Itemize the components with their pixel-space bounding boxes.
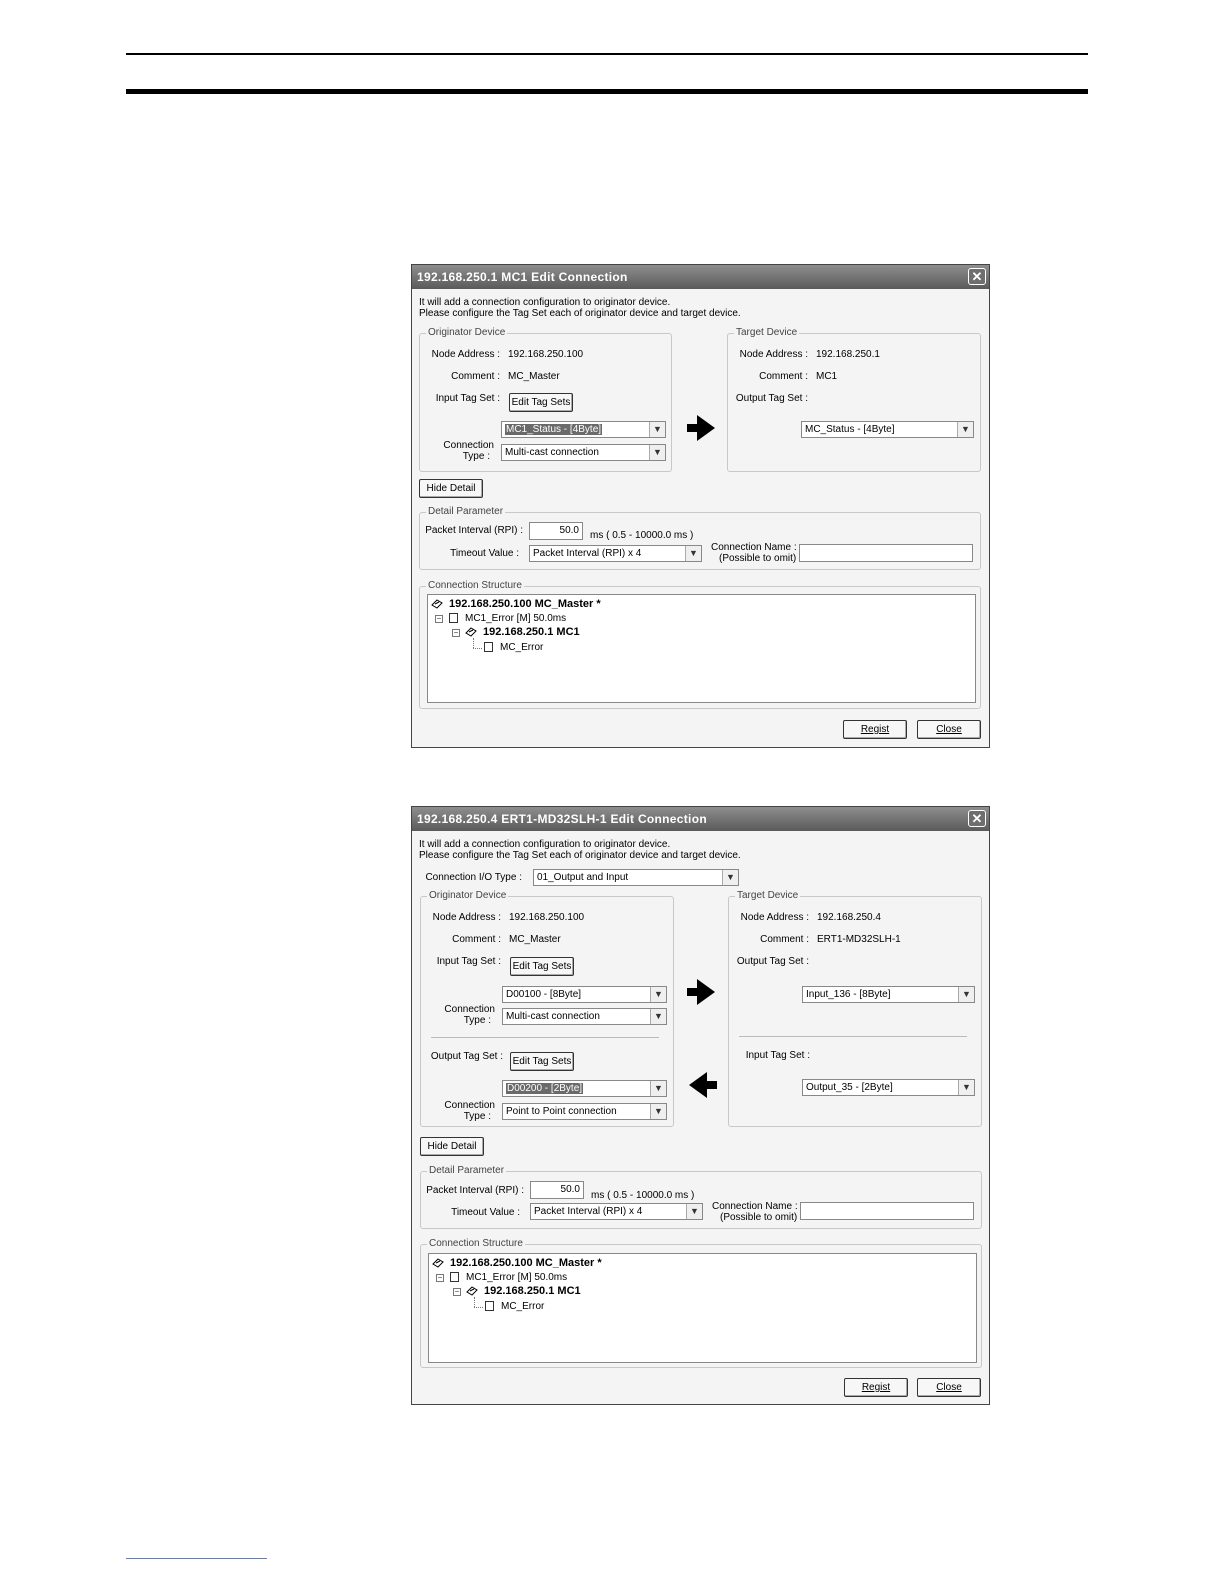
- node-address-value: 192.168.250.100: [508, 349, 584, 360]
- tree-root[interactable]: 192.168.250.100 MC_Master *: [450, 1257, 602, 1269]
- edit-connection-dialog-1: [411, 264, 990, 748]
- connection-type-label-1: Connection: [444, 1100, 495, 1111]
- connection-structure-group: [419, 580, 981, 709]
- tree-root[interactable]: 192.168.250.100 MC_Master *: [449, 598, 601, 610]
- arrow-right-icon: [684, 413, 718, 443]
- intro-text-2: Please configure the Tag Set each of originator device and target device.: [419, 850, 741, 861]
- header-rule-thin: [126, 53, 1088, 55]
- device-icon: [431, 599, 443, 609]
- chevron-down-icon: ▼: [958, 987, 974, 1002]
- chevron-down-icon: ▼: [722, 870, 738, 885]
- collapse-icon[interactable]: −: [437, 1273, 443, 1282]
- target-separator: [739, 1036, 967, 1037]
- tag-icon: [485, 1301, 494, 1311]
- tree-leaf[interactable]: MC_Error: [501, 1301, 545, 1312]
- comment-label: Comment :: [759, 371, 808, 382]
- target-device-group: [728, 890, 982, 1127]
- connection-type-select-1[interactable]: Multi-cast connection ▼: [502, 1008, 667, 1025]
- edit-connection-dialog-2: [411, 806, 990, 1405]
- node-address-label: Node Address :: [740, 912, 809, 923]
- device-icon: [465, 627, 477, 637]
- header-rule-thick: [126, 89, 1088, 94]
- io-type-label: Connection I/O Type :: [425, 872, 522, 883]
- output-tag-set-select[interactable]: Input_136 - [8Byte] ▼: [802, 986, 975, 1003]
- tree-tag[interactable]: MC1_Error [M] 50.0ms: [466, 1272, 568, 1283]
- comment-value: ERT1-MD32SLH-1: [817, 934, 901, 945]
- node-address-label: Node Address :: [432, 912, 501, 923]
- connection-structure-group: [420, 1238, 982, 1368]
- connection-tree: [427, 594, 976, 703]
- connection-type-select-2[interactable]: Point to Point connection ▼: [502, 1103, 667, 1120]
- chevron-down-icon: ▼: [958, 1080, 974, 1095]
- collapse-icon[interactable]: −: [454, 1287, 460, 1296]
- originator-legend: Originator Device: [428, 327, 506, 338]
- rpi-label: Packet Interval (RPI) :: [426, 1185, 524, 1196]
- rpi-label: Packet Interval (RPI) :: [425, 525, 523, 536]
- timeout-label: Timeout Value :: [450, 548, 519, 559]
- tag-icon: [449, 613, 458, 623]
- input-tag-set-select[interactable]: MC1_Status - [4Byte] ▼: [501, 421, 666, 438]
- connection-tree: [428, 1253, 977, 1363]
- chevron-down-icon: ▼: [686, 1204, 702, 1219]
- target-device-group: [727, 327, 981, 472]
- chevron-down-icon: ▼: [650, 1081, 666, 1096]
- intro-text-1: It will add a connection configuration to originator device.: [419, 839, 671, 850]
- connection-type-label-1: Connection: [443, 440, 494, 451]
- originator-device-group: [419, 327, 672, 472]
- connection-name-hint: (Possible to omit): [719, 553, 797, 564]
- output-tag-set-label: Output Tag Set :: [430, 1051, 503, 1062]
- input-tag-set-label: Input Tag Set :: [435, 393, 500, 404]
- comment-value: MC1: [816, 371, 838, 382]
- edit-tag-sets-button[interactable]: Edit Tag Sets: [510, 957, 574, 976]
- structure-legend: Connection Structure: [429, 1238, 523, 1249]
- device-icon: [466, 1286, 478, 1296]
- output-tag-set-select[interactable]: D00200 - [2Byte] ▼: [502, 1080, 667, 1097]
- timeout-label: Timeout Value :: [451, 1207, 520, 1218]
- tag-icon: [450, 1272, 459, 1282]
- connection-type-label-2: Type :: [462, 451, 490, 462]
- regist-button[interactable]: Regist: [843, 720, 907, 739]
- chevron-down-icon: ▼: [957, 422, 973, 437]
- comment-label: Comment :: [451, 371, 500, 382]
- input-tag-set-select[interactable]: Output_35 - [2Byte] ▼: [802, 1079, 975, 1096]
- tag-icon: [484, 642, 493, 652]
- node-address-value: 192.168.250.4: [817, 912, 881, 923]
- rpi-range: ms ( 0.5 - 10000.0 ms ): [590, 530, 694, 541]
- edit-tag-sets-button[interactable]: Edit Tag Sets: [510, 1052, 574, 1071]
- regist-button[interactable]: Regist: [844, 1378, 908, 1397]
- arrow-right-icon: [684, 977, 718, 1007]
- originator-legend: Originator Device: [429, 890, 507, 901]
- intro-text-1: It will add a connection configuration to originator device.: [419, 297, 671, 308]
- structure-legend: Connection Structure: [428, 580, 522, 591]
- connection-name-input[interactable]: [799, 544, 973, 562]
- intro-text-2: Please configure the Tag Set each of originator device and target device.: [419, 308, 741, 319]
- comment-label: Comment :: [452, 934, 501, 945]
- node-address-value: 192.168.250.100: [509, 912, 585, 923]
- input-tag-set-label: Input Tag Set :: [745, 1050, 810, 1061]
- target-legend: Target Device: [737, 890, 799, 901]
- dialog-title: 192.168.250.1 MC1 Edit Connection: [412, 265, 989, 289]
- detail-legend: Detail Parameter: [428, 506, 504, 517]
- chevron-down-icon: ▼: [649, 445, 665, 460]
- connection-type-label-2: Type :: [463, 1111, 491, 1122]
- connection-name-label: Connection Name :: [711, 542, 797, 553]
- output-tag-set-select[interactable]: MC_Status - [4Byte] ▼: [801, 421, 974, 438]
- hide-detail-button[interactable]: Hide Detail: [419, 479, 483, 498]
- output-tag-set-label: Output Tag Set :: [736, 956, 809, 967]
- detail-parameter-group: [419, 506, 981, 570]
- output-tag-set-label: Output Tag Set :: [735, 393, 808, 404]
- rpi-input[interactable]: 50.0: [529, 522, 583, 540]
- detail-legend: Detail Parameter: [429, 1165, 505, 1176]
- chevron-down-icon: ▼: [650, 987, 666, 1002]
- close-icon[interactable]: ✕: [968, 810, 986, 827]
- connection-name-input[interactable]: [800, 1202, 974, 1220]
- io-type-select[interactable]: 01_Output and Input ▼: [533, 869, 739, 886]
- tree-device[interactable]: 192.168.250.1 MC1: [484, 1285, 581, 1297]
- comment-value: MC_Master: [509, 934, 561, 945]
- connection-type-select[interactable]: Multi-cast connection ▼: [501, 444, 666, 461]
- close-button[interactable]: Close: [917, 1378, 981, 1397]
- dialog-title: 192.168.250.4 ERT1-MD32SLH-1 Edit Connection: [412, 807, 989, 831]
- connection-name-label: Connection Name :: [712, 1201, 798, 1212]
- footer-link-rule: [126, 1558, 267, 1559]
- chevron-down-icon: ▼: [649, 422, 665, 437]
- hide-detail-button[interactable]: Hide Detail: [420, 1137, 484, 1156]
- edit-tag-sets-button[interactable]: Edit Tag Sets: [509, 393, 573, 412]
- timeout-select[interactable]: Packet Interval (RPI) x 4 ▼: [529, 545, 702, 562]
- timeout-select[interactable]: Packet Interval (RPI) x 4 ▼: [530, 1203, 703, 1220]
- input-tag-set-select[interactable]: D00100 - [8Byte] ▼: [502, 986, 667, 1003]
- node-address-label: Node Address :: [431, 349, 500, 360]
- node-address-label: Node Address :: [739, 349, 808, 360]
- chevron-down-icon: ▼: [650, 1009, 666, 1024]
- comment-value: MC_Master: [508, 371, 560, 382]
- collapse-icon[interactable]: −: [453, 628, 459, 637]
- close-icon[interactable]: ✕: [968, 268, 986, 285]
- comment-label: Comment :: [760, 934, 809, 945]
- rpi-input[interactable]: 50.0: [530, 1181, 584, 1199]
- tree-leaf[interactable]: MC_Error: [500, 642, 544, 653]
- device-icon: [432, 1258, 444, 1268]
- rpi-range: ms ( 0.5 - 10000.0 ms ): [591, 1190, 695, 1201]
- target-legend: Target Device: [736, 327, 798, 338]
- connection-name-hint: (Possible to omit): [720, 1212, 798, 1223]
- connection-type-label-1: Connection: [444, 1004, 495, 1015]
- chevron-down-icon: ▼: [650, 1104, 666, 1119]
- close-button[interactable]: Close: [917, 720, 981, 739]
- tree-device[interactable]: 192.168.250.1 MC1: [483, 626, 580, 638]
- node-address-value: 192.168.250.1: [816, 349, 880, 360]
- detail-parameter-group: [420, 1165, 982, 1229]
- input-tag-set-label: Input Tag Set :: [436, 956, 501, 967]
- collapse-icon[interactable]: −: [436, 614, 442, 623]
- tree-tag[interactable]: MC1_Error [M] 50.0ms: [465, 613, 567, 624]
- connection-type-label-2: Type :: [463, 1015, 491, 1026]
- arrow-left-icon: [686, 1070, 720, 1100]
- originator-separator: [431, 1037, 659, 1038]
- chevron-down-icon: ▼: [685, 546, 701, 561]
- originator-device-group: [420, 890, 674, 1127]
